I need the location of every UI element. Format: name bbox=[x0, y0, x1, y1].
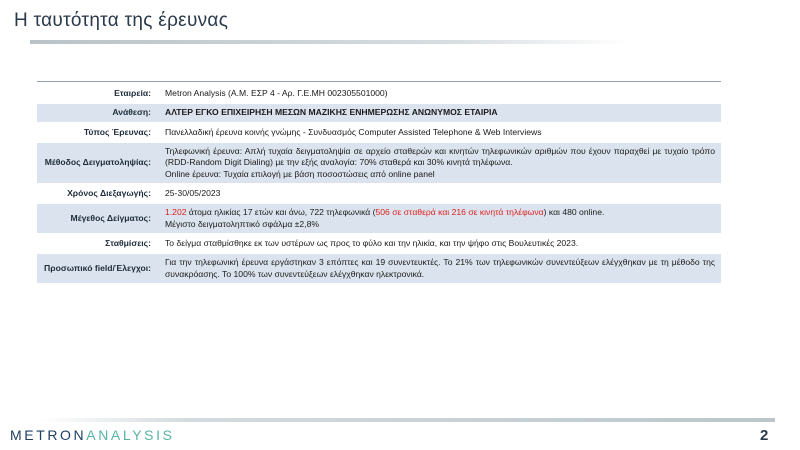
value-company: Metron Analysis (Α.Μ. ΕΣΡ 4 - Αρ. Γ.Ε.ΜΗ 002305501000) bbox=[159, 85, 721, 102]
value-period: 25-30/05/2023 bbox=[159, 185, 721, 202]
value-survey-type: Πανελλαδική έρευνα κοινής γνώμης - Συνδυασμός Computer Assisted Telephone & Web Interviews bbox=[159, 124, 721, 141]
table-top-divider bbox=[37, 81, 721, 82]
label-sample-size: Μέγεθος Δείγματος: bbox=[37, 204, 159, 233]
sampling-phone-text: Τηλεφωνική έρευνα: Απλή τυχαία δειγματοληψία σε αρχείο σταθερών και κινητών τηλεφωνικών αριθμών που έχουν παραχθεί με τυχαίο τρόπο (RDD-Random Digit Dialing) με την εξής αναλογία: 70% σταθερά και 30% κινητά τηλέφωνα. bbox=[165, 146, 715, 168]
sample-split: 506 σε σταθερά και 216 σε κινητά τηλέφωνα bbox=[375, 207, 544, 218]
survey-identity-table bbox=[37, 83, 721, 285]
row-period bbox=[37, 185, 721, 202]
row-weighting bbox=[37, 235, 721, 252]
row-sample-size bbox=[37, 204, 721, 233]
value-staff: Για την τηλεφωνική έρευνα εργάστηκαν 3 επόπτες και 19 συνεντευκτές. Το 21% των τηλεφωνικών συνεντεύξεων ελέγχθηκαν με τη μέθοδο της συνακρόασης. Το 100% των συνεντεύξεων ελέγχθηκαν ηλεκτρονικά. bbox=[159, 254, 721, 283]
page-title: Η ταυτότητα της έρευνας bbox=[14, 10, 229, 31]
label-client: Ανάθεση: bbox=[37, 104, 159, 121]
label-period: Χρόνος Διεξαγωγής: bbox=[37, 185, 159, 202]
row-staff bbox=[37, 254, 721, 283]
row-survey-type bbox=[37, 124, 721, 141]
label-staff: Προσωπικό field/Έλεγχοι: bbox=[37, 254, 159, 283]
row-client bbox=[37, 104, 721, 121]
title-divider bbox=[30, 40, 630, 44]
row-company bbox=[37, 85, 721, 102]
metron-analysis-logo bbox=[10, 427, 175, 443]
logo-word-analysis: ANALYSIS bbox=[86, 427, 175, 443]
sample-text-part2: ) και 480 online. bbox=[543, 207, 605, 218]
value-weighting: Το δείγμα σταθμίσθηκε εκ των υστέρων ως προς το φύλο και την ηλικία, και την ψήφο στις Βουλευτικές 2023. bbox=[159, 235, 721, 252]
value-client: ΑΛΤΕΡ ΕΓΚΟ ΕΠΙΧΕΙΡΗΣΗ ΜΕΣΩΝ ΜΑΖΙΚΗΣ ΕΝΗΜΕΡΩΣΗΣ ΑΝΩΝΥΜΟΣ ΕΤΑΙΡΙΑ bbox=[159, 104, 721, 121]
row-sampling-method bbox=[37, 143, 721, 183]
value-sampling-method bbox=[159, 143, 721, 183]
logo-word-metron: METRON bbox=[10, 427, 87, 443]
label-sampling-method: Μέθοδος Δειγματοληψίας: bbox=[37, 143, 159, 183]
sample-text-part1: άτομα ηλικίας 17 ετών και άνω, 722 τηλεφωνικά ( bbox=[186, 207, 376, 218]
label-weighting: Σταθμίσεις: bbox=[37, 235, 159, 252]
page-number: 2 bbox=[760, 427, 769, 444]
sampling-online-text: Online έρευνα: Τυχαία επιλογή με βάση ποσοστώσεις από online panel bbox=[165, 168, 435, 179]
label-survey-type: Τύπος Έρευνας: bbox=[37, 124, 159, 141]
label-company: Εταιρεία: bbox=[37, 85, 159, 102]
footer-divider bbox=[40, 418, 775, 422]
value-sample-size bbox=[159, 204, 721, 233]
sample-error: Μέγιστο δειγματοληπτικό σφάλμα ±2,8% bbox=[165, 218, 319, 229]
sample-count: 1.202 bbox=[165, 207, 187, 218]
sample-size-line bbox=[165, 207, 715, 218]
